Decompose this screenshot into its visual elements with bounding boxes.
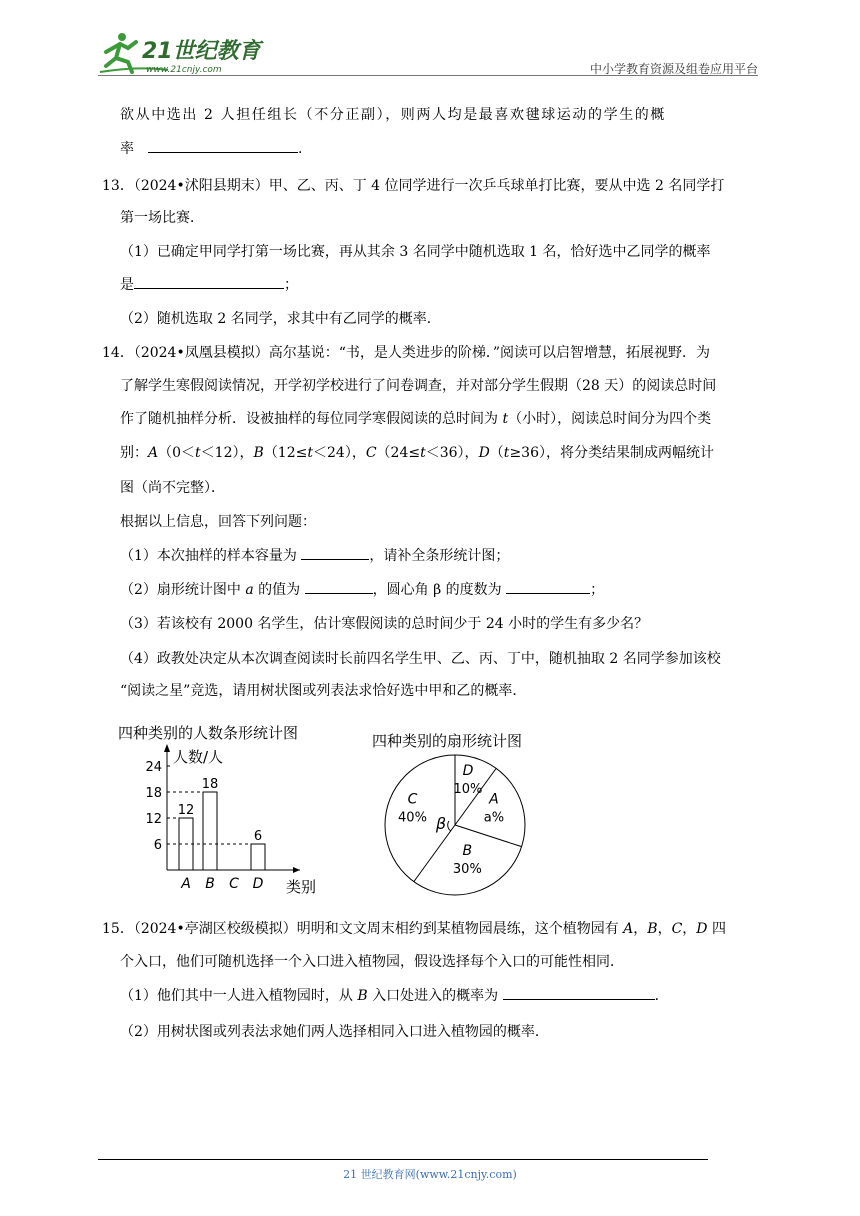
svg-text:21世纪教育: 21世纪教育 <box>142 39 261 64</box>
y-axis-label: 人数/人 <box>173 748 224 766</box>
y-tick-label: 12 <box>145 812 162 827</box>
bar-chart <box>135 740 355 900</box>
footer-divider <box>98 1159 708 1160</box>
q12-line1: 欲从中选出 2 人担任组长（不分正副），则两人均是最喜欢毽球运动的学生的概 <box>120 107 667 123</box>
q14-stem4: 别：A（0＜t＜12），B（12≤t＜24），C（24≤t＜36），D（t≥36），将分类结果制成两幅统计 <box>120 445 714 461</box>
answer-blank <box>134 274 284 289</box>
answer-blank <box>305 579 373 594</box>
page-header <box>98 30 758 78</box>
q14-part4-cont: “阅读之星”竞选，请用树状图或列表法求恰好选中甲和乙的概率． <box>120 683 527 699</box>
platform-name: 中小学教育资源及组卷应用平台 <box>589 62 758 76</box>
x-tick-label: A <box>181 876 191 892</box>
data-label-B: 18 <box>201 777 219 792</box>
answer-blank <box>301 545 369 560</box>
site-logo <box>98 30 268 76</box>
header-divider <box>98 75 758 76</box>
slice-label-C: C <box>407 791 418 808</box>
slice-label-B: B <box>462 843 473 860</box>
data-label-A: 12 <box>177 803 195 818</box>
svg-text:www.21cnjy.com: www.21cnjy.com <box>146 65 222 75</box>
bar-chart-title: 四种类别的人数条形统计图 <box>118 724 299 742</box>
q13-stem-cont: 第一场比赛． <box>120 210 204 226</box>
angle-beta-label: β <box>435 814 447 833</box>
q14-stem2: 了解学生寒假阅读情况，开学初学校进行了问卷调查，并对部分学生假期（28 天）的阅读总时间 <box>120 378 717 394</box>
answer-blank <box>148 138 298 153</box>
q15-stem2: 个入口，他们可随机选择一个入口进入植物园，假设选择每个入口的可能性相同． <box>120 954 624 970</box>
x-axis-arrow <box>293 867 300 873</box>
q12-line2: 率 . <box>120 138 302 160</box>
y-tick-label: 18 <box>145 786 162 801</box>
q14-prompt: 根据以上信息，回答下列问题： <box>120 514 316 530</box>
slice-value-B: 30% <box>452 862 482 878</box>
x-tick-label: C <box>229 876 239 892</box>
pie-chart-title: 四种类别的扇形统计图 <box>372 732 523 750</box>
data-label-D: 6 <box>253 829 263 844</box>
y-tick-label: 24 <box>145 760 162 775</box>
q13-part2: （2）随机选取 2 名同学，求其中有乙同学的概率． <box>120 311 441 327</box>
page-footer: 21 世纪教育网(www.21cnjy.com) <box>343 1168 517 1181</box>
q15-stem1: 15．（2024•亭湖区校级模拟）明明和文文周末相约到某植物园晨练，这个植物园有 A，B，C，D 四 <box>102 921 726 937</box>
answer-blank <box>506 579 590 594</box>
q13-part1: （1）已确定甲同学打第一场比赛，再从其余 3 名同学中随机选取 1 名，恰好选中乙同学的概率 <box>120 244 711 260</box>
q14-stem5: 图（尚不完整）． <box>120 480 225 496</box>
x-tick-label: B <box>205 876 215 892</box>
slice-value-D: 10% <box>453 782 483 798</box>
q14-stem3: 作了随机抽样分析．设被抽样的每位同学寒假阅读的总时间为 t（小时），阅读总时间分为四个类 <box>120 411 712 427</box>
slice-label-A: A <box>489 791 499 808</box>
slice-value-C: 40% <box>398 810 427 826</box>
q14-part2: （2）扇形统计图中 a 的值为 ，圆心角 β 的度数为 ； <box>120 579 604 601</box>
q13-part1-cont: 是 ； <box>120 274 298 296</box>
x-tick-label: D <box>252 876 264 892</box>
q13-stem: 13．（2024•沭阳县期末）甲、乙、丙、丁 4 位同学进行一次乒乓球单打比赛，要从中选 2 名同学打 <box>102 178 725 194</box>
slice-label-D: D <box>462 763 474 780</box>
x-axis-label: 类别 <box>286 878 317 896</box>
slice-value-A: a% <box>483 810 505 826</box>
q15-part2: （2）用树状图或列表法求她们两人选择相同入口进入植物园的概率． <box>120 1024 549 1040</box>
q15-part1: （1）他们其中一人进入植物园时，从 B 入口处进入的概率为 ． <box>120 985 669 1007</box>
q14-part4: （4）政教处决定从本次调查阅读时长前四名学生甲、乙、丙、丁中，随机抽取 2 名同学参加该校 <box>120 651 721 667</box>
q14-part3: （3）若该校有 2000 名学生，估计寒假阅读的总时间少于 24 小时的学生有多少名？ <box>120 616 649 632</box>
answer-blank <box>503 985 655 1000</box>
q14-part1: （1）本次抽样的样本容量为 ，请补全条形统计图； <box>120 545 509 567</box>
bar-B <box>203 792 217 870</box>
y-axis-arrow <box>164 744 170 752</box>
bar-D <box>251 844 265 870</box>
pie-chart <box>380 750 530 900</box>
y-tick-label: 6 <box>153 838 162 853</box>
q14-stem1: 14．（2024•凤凰县模拟）高尔基说：“书，是人类进步的阶梯．”阅读可以启智增慧，拓展视野．为 <box>102 345 711 361</box>
